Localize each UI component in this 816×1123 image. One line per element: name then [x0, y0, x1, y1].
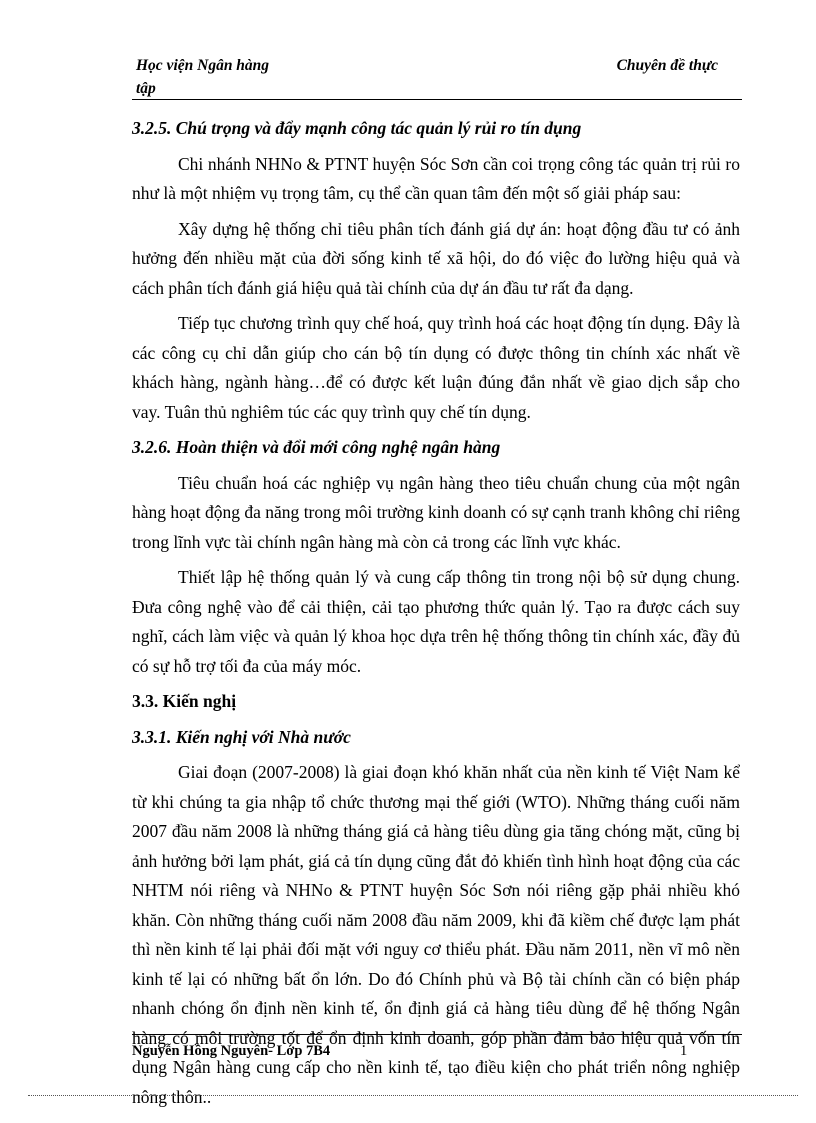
heading-3-3: 3.3. Kiến nghị: [132, 691, 237, 711]
heading-3-3-1: 3.3.1. Kiến nghị với Nhà nước: [132, 726, 351, 747]
page-number: 1: [680, 1043, 688, 1059]
page-body: [132, 114, 740, 1118]
page-footer: [132, 1034, 742, 1059]
paragraph: Thiết lập hệ thống quản lý và cung cấp thông tin trong nội bộ sử dụng chung. Đưa công nghệ vào để cải thiện, cải tạo phương thức quản lý. Tạo ra được cách suy nghĩ, cách làm việc và quản lý khoa học dựa trên hệ thống thông tin chính xác, đầy đủ có sự hỗ trợ tối đa của máy móc.: [132, 567, 740, 676]
header-institution-line2: tập: [136, 80, 156, 97]
footer-author: Nguyễn Hồng Nguyên- Lớp 7B4: [132, 1043, 331, 1059]
paragraph: Tiếp tục chương trình quy chế hoá, quy trình hoá các hoạt động tín dụng. Đây là các công cụ chỉ dẫn giúp cho cán bộ tín dụng có được thông tin chính xác nhất về khách hàng, ngành hàng…để có được kết luận đúng đắn nhất về giao dịch sắp cho vay. Tuân thủ nghiêm túc các quy trình quy chế tín dụng.: [132, 313, 740, 422]
paragraph: Chi nhánh NHNo & PTNT huyện Sóc Sơn cần coi trọng công tác quản trị rủi ro như là một nhiệm vụ trọng tâm, cụ thể cần quan tâm đến một số giải pháp sau:: [132, 153, 740, 203]
paragraph: Giai đoạn (2007-2008) là giai đoạn khó khăn nhất của nền kinh tế Việt Nam kể từ khi chúng ta gia nhập tổ chức thương mại thế giới (WTO). Những tháng cuối năm 2007 đầu năm 2008 là những tháng giá cả hàng tiêu dùng gia tăng chóng mặt, cũng bị ảnh hưởng bởi lạm phát, giá cả tín dụng cũng đắt đỏ khiến tình hình hoạt động của các NHTM nói riêng và NHNo & PTNT huyện Sóc Sơn nói riêng gặp phải nhiều khó khăn. Còn những tháng cuối năm 2008 đầu năm 2009, khi đã kiềm chế được lạm phát thì nền kinh tế lại phải đối mặt với nguy cơ thiểu phát. Đầu năm 2011, nền vĩ mô nền kinh tế lại có những bất ổn lớn. Do đó Chính phủ và Bộ tài chính cần có biện pháp nhanh chóng ổn định nền kinh tế, ổn định giá cả hàng tiêu dùng để hệ thống Ngân hàng có môi trường tốt để ổn định kinh doanh, góp phần đảm bảo hiệu quả vốn tín dụng Ngân hàng cung cấp cho nền kinh tế, tạo điều kiện cho phát triển nông nghiệp nông thôn..: [132, 762, 740, 1107]
bottom-dotted-divider: [28, 1095, 798, 1096]
paragraph: Xây dựng hệ thống chỉ tiêu phân tích đánh giá dự án: hoạt động đầu tư có ảnh hưởng đến nhiều mặt của đời sống kinh tế xã hội, do đó việc đo lường hiệu quả và cách phân tích đánh giá hiệu quả tài chính của dự án đầu tư rất đa dạng.: [132, 218, 740, 298]
header-document-type: Chuyên đề thực: [616, 57, 718, 74]
header-institution: [136, 54, 336, 100]
page-header: [132, 52, 742, 100]
paragraph: Tiêu chuẩn hoá các nghiệp vụ ngân hàng theo tiêu chuẩn chung của một ngân hàng hoạt động đa năng trong môi trường kinh doanh có sự cạnh tranh không chỉ riêng trong lĩnh vực tài chính ngân hàng mà còn cả trong các lĩnh vực khác.: [132, 472, 740, 552]
heading-3-2-5: 3.2.5. Chú trọng và đẩy mạnh công tác quản lý rủi ro tín dụng: [132, 118, 582, 138]
heading-3-2-6: 3.2.6. Hoàn thiện và đổi mới công nghệ ngân hàng: [132, 437, 501, 457]
header-institution-line1: Học viện Ngân hàng: [136, 57, 270, 74]
